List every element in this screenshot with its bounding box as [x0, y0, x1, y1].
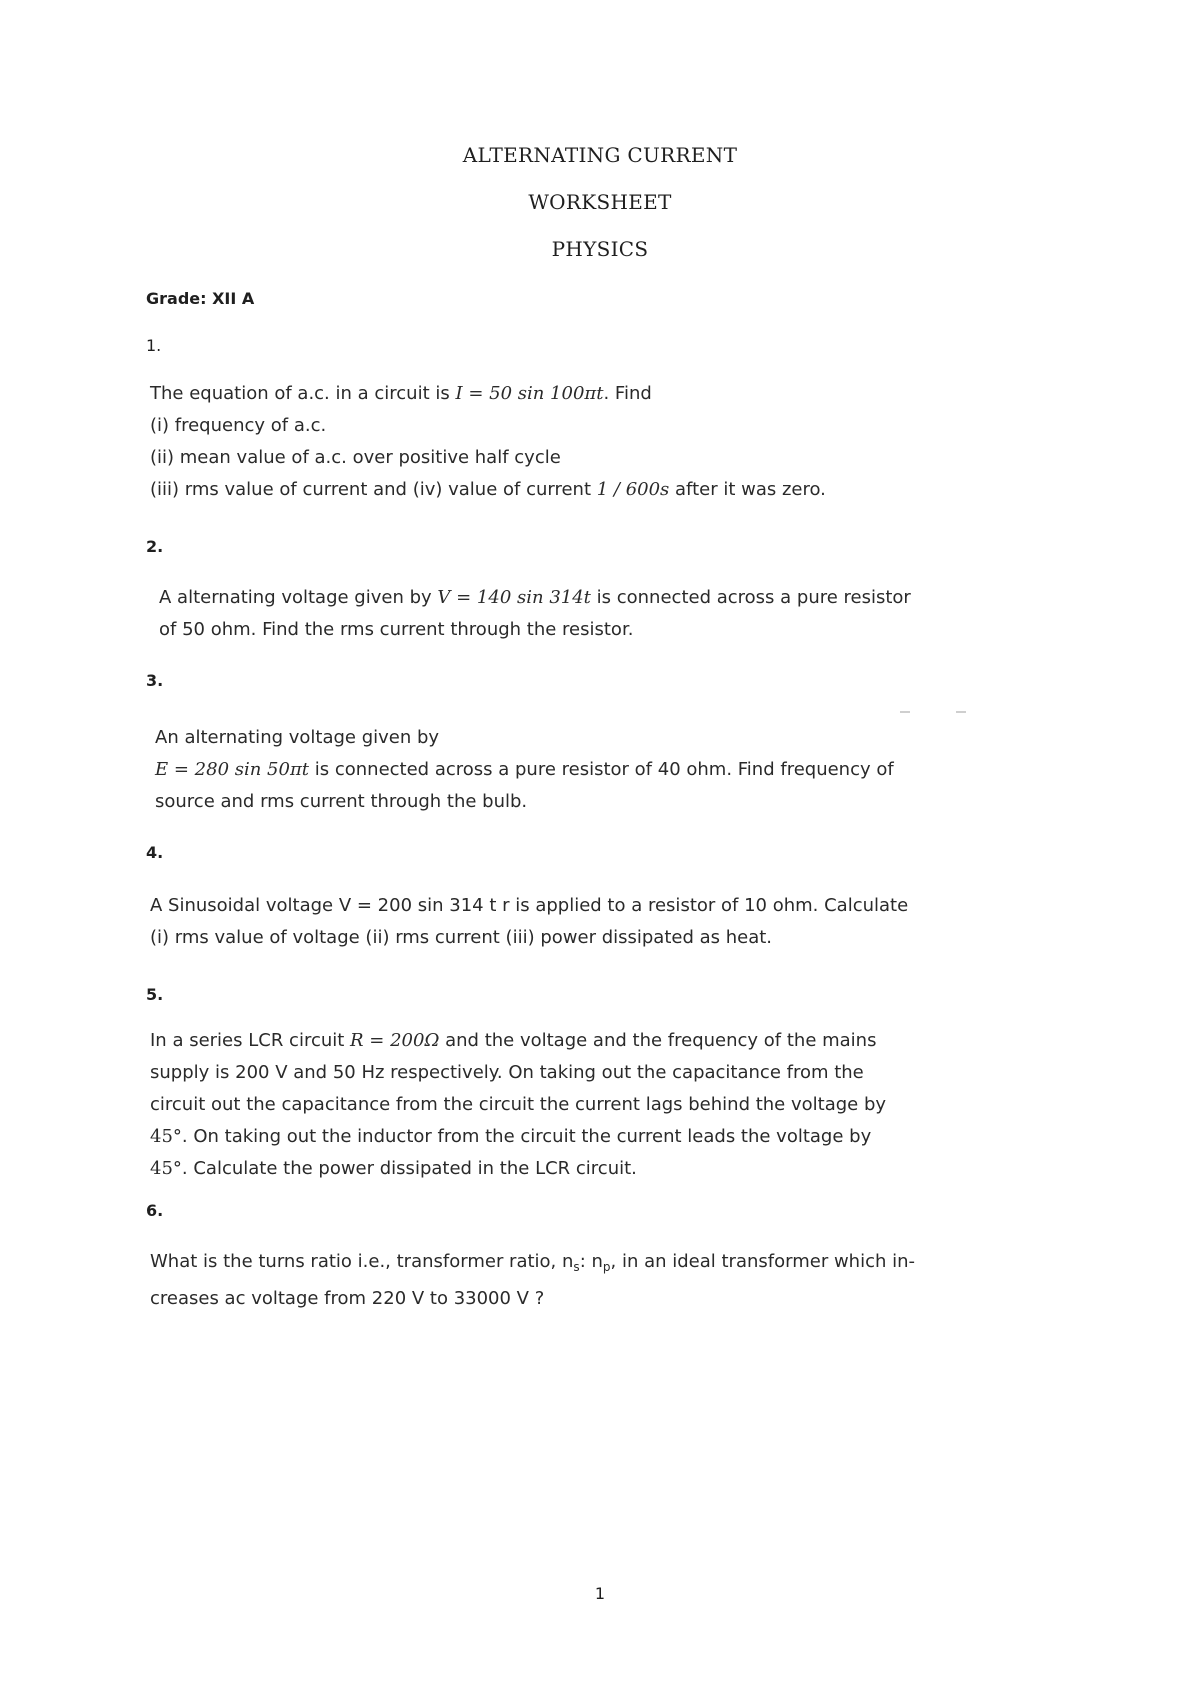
- math-expression: V = 140 sin 314t: [437, 587, 591, 608]
- text-run: after it was zero.: [669, 479, 826, 500]
- text-run: (iii) rms value of current and (iv) value of current: [150, 479, 597, 500]
- text-run: . On taking out the inductor from the circuit the current leads the voltage by: [181, 1126, 872, 1147]
- math-expression: 45°: [150, 1126, 182, 1147]
- question-6-text: [150, 1246, 970, 1315]
- question-2-line-2: of 50 ohm. Find the rms current through the resistor.: [159, 619, 634, 640]
- math-expression: 45°: [150, 1158, 182, 1179]
- subscript: p: [602, 1260, 611, 1274]
- text-run: and the voltage and the frequency of the mains: [439, 1030, 877, 1051]
- question-5-line-1: [150, 1025, 970, 1057]
- question-2-number: 2.: [146, 537, 164, 556]
- document-header: [0, 143, 1200, 284]
- question-5-line-3: circuit out the capacitance from the circuit the current lags behind the voltage by: [150, 1094, 887, 1115]
- math-expression: E = 280 sin 50πt: [155, 759, 310, 780]
- question-1-line-1: [150, 378, 970, 410]
- question-6-number: 6.: [146, 1201, 164, 1220]
- text-run: . Find: [603, 383, 652, 404]
- math-expression: I = 50 sin 100πt: [455, 383, 604, 404]
- text-run: , in an ideal transformer which in-: [610, 1251, 916, 1272]
- question-4-number: 4.: [146, 843, 164, 862]
- text-run: is connected across a pure resistor: [590, 587, 911, 608]
- faint-dash-mark: [900, 711, 910, 713]
- question-1-line-2: (i) frequency of a.c.: [150, 415, 327, 436]
- question-3-line-2: [155, 754, 975, 786]
- question-4-line-1: A Sinusoidal voltage V = 200 sin 314 t r is applied to a resistor of 10 ohm. Calculate: [150, 895, 909, 916]
- question-1-line-3: (ii) mean value of a.c. over positive half cycle: [150, 447, 561, 468]
- question-1-number: 1.: [146, 336, 162, 355]
- question-5-line-5: [150, 1153, 970, 1185]
- text-run: . Calculate the power dissipated in the LCR circuit.: [181, 1158, 637, 1179]
- question-5-line-2: supply is 200 V and 50 Hz respectively. On taking out the capacitance from the: [150, 1062, 864, 1083]
- question-3-number: 3.: [146, 671, 164, 690]
- question-2-text: [159, 582, 979, 646]
- question-3-line-3: source and rms current through the bulb.: [155, 791, 528, 812]
- question-5-text: [150, 1025, 970, 1185]
- text-run: A alternating voltage given by: [159, 587, 438, 608]
- subscript: s: [573, 1260, 580, 1274]
- text-run: The equation of a.c. in a circuit is: [150, 383, 456, 404]
- grade-label: Grade: XII A: [146, 289, 255, 308]
- question-3-line-1: An alternating voltage given by: [155, 727, 440, 748]
- page-number: 1: [594, 1584, 606, 1603]
- text-run: What is the turns ratio i.e., transformer ratio, n: [150, 1251, 574, 1272]
- question-3-text: [155, 722, 975, 818]
- document-title: ALTERNATING CURRENT: [462, 143, 738, 167]
- subject-title: PHYSICS: [551, 237, 649, 261]
- question-6-line-2: creases ac voltage from 220 V to 33000 V ?: [150, 1288, 545, 1309]
- question-1-text: [150, 378, 970, 506]
- text-run: In a series LCR circuit: [150, 1030, 351, 1051]
- question-4-text: [150, 890, 970, 954]
- faint-dash-mark: [956, 711, 966, 713]
- question-2-line-1: [159, 582, 979, 614]
- math-expression: R = 200Ω: [350, 1030, 440, 1051]
- math-expression: 1 / 600s: [596, 479, 670, 500]
- text-run: is connected across a pure resistor of 40 ohm. Find frequency of: [309, 759, 894, 780]
- question-5-line-4: [150, 1121, 970, 1153]
- question-6-line-1: [150, 1246, 970, 1283]
- question-1-line-4: [150, 474, 970, 506]
- question-4-line-2: (i) rms value of voltage (ii) rms current (iii) power dissipated as heat.: [150, 927, 773, 948]
- document-subtitle: WORKSHEET: [528, 190, 672, 214]
- question-5-number: 5.: [146, 985, 164, 1004]
- text-run: : n: [579, 1251, 603, 1272]
